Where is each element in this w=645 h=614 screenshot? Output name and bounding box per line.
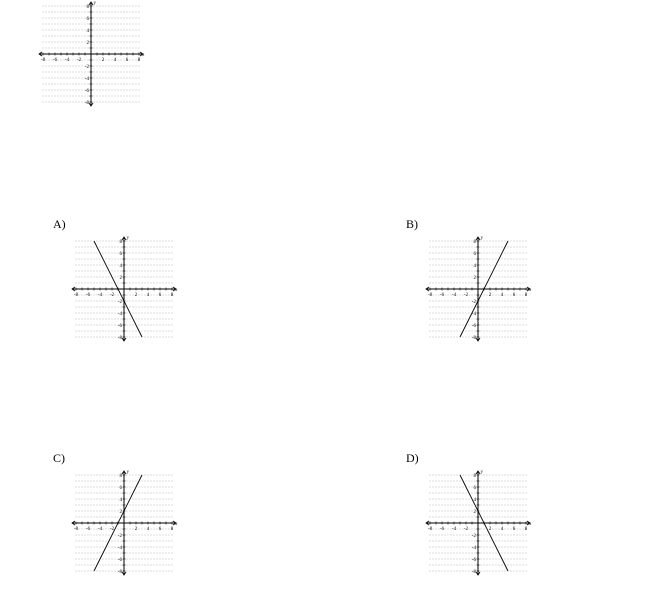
prompt-y-tick-label: 2 <box>86 40 89 46</box>
option-b-x-tick-label: 6 <box>512 293 516 298</box>
option-d-y-tick-label: -4 <box>471 545 476 551</box>
option-a-x-tick-label: -2 <box>109 293 115 298</box>
option-c-axes <box>72 471 176 575</box>
option-c-graph[interactable] <box>70 469 178 577</box>
option-c-y-tick-label: 8 <box>119 473 122 479</box>
option-b-y-tick-label: -6 <box>471 323 476 329</box>
option-d-y-tick-label: -2 <box>471 533 476 539</box>
option-c-x-tick-label: 6 <box>158 527 162 532</box>
option-d-graph[interactable] <box>424 469 532 577</box>
option-d-x-tick-label: -4 <box>451 527 457 532</box>
option-b-graph[interactable] <box>424 235 532 343</box>
option-c-y-tick-label: -4 <box>117 545 122 551</box>
option-a-y-axis-name: y <box>126 236 129 241</box>
prompt-axes <box>39 2 143 106</box>
option-d-axes <box>426 471 530 575</box>
option-b-y-tick-label: 8 <box>473 239 476 245</box>
option-d-y-tick-label: 8 <box>473 473 476 479</box>
option-d-x-tick-label: -6 <box>439 527 445 532</box>
option-c-x-tick-label: 8 <box>170 527 174 532</box>
option-c-tick-labels <box>74 470 178 575</box>
option-b-y-tick-label: 4 <box>473 263 476 269</box>
option-b-x-tick-label: -8 <box>427 293 433 298</box>
option-d-y-tick-label: -8 <box>471 569 476 575</box>
option-a-y-tick-label: 6 <box>119 251 122 257</box>
option-d-y-tick-label: 2 <box>473 509 476 515</box>
option-c-y-axis-name: y <box>126 470 129 475</box>
option-c-x-tick-label: -6 <box>85 527 91 532</box>
option-b-x-tick-label: -6 <box>439 293 445 298</box>
option-d-svg <box>424 469 532 577</box>
option-b-label[interactable]: B) <box>406 217 418 231</box>
option-b-y-tick-label: 6 <box>473 251 476 257</box>
option-b-x-tick-label: -2 <box>463 293 469 298</box>
prompt-x-tick-label: -6 <box>52 58 58 63</box>
option-a-y-tick-label: 8 <box>119 239 122 245</box>
option-b-tick-labels <box>428 236 532 341</box>
option-c-label[interactable]: C) <box>53 451 65 465</box>
option-a-y-tick-label: -8 <box>117 335 122 341</box>
option-d-y-tick-label: -6 <box>471 557 476 563</box>
option-b-svg <box>424 235 532 343</box>
prompt-x-tick-label: 6 <box>125 58 129 63</box>
option-c-x-axis-name: x <box>175 522 178 527</box>
option-d-y-axis-name: y <box>480 470 483 475</box>
option-b-x-tick-label: 8 <box>524 293 528 298</box>
option-d-tick-labels <box>428 470 532 575</box>
option-d-x-axis-name: x <box>529 522 532 527</box>
option-c-x-tick-label: -8 <box>73 527 79 532</box>
prompt-y-axis-name: y <box>93 1 96 6</box>
prompt-x-tick-label: 8 <box>137 58 141 63</box>
option-a-svg <box>70 235 178 343</box>
prompt-tick-labels <box>41 1 145 106</box>
option-d-y-tick-label: 4 <box>473 497 476 503</box>
option-b-axes <box>426 237 530 341</box>
option-a-x-tick-label: 2 <box>134 293 138 298</box>
option-b-y-tick-label: 2 <box>473 275 476 281</box>
option-c-y-tick-label: 6 <box>119 485 122 491</box>
option-d-x-tick-label: -8 <box>427 527 433 532</box>
prompt-svg <box>37 0 145 108</box>
option-b-x-axis-name: x <box>529 288 532 293</box>
option-a-axes <box>72 237 176 341</box>
option-b-y-tick-label: -4 <box>471 311 476 317</box>
option-a-y-tick-label: 2 <box>119 275 122 281</box>
option-a-y-tick-label: -6 <box>117 323 122 329</box>
option-b-x-tick-label: 4 <box>500 293 504 298</box>
prompt-y-tick-label: -6 <box>84 88 89 94</box>
option-a-y-tick-label: 4 <box>119 263 122 269</box>
prompt-x-tick-label: -4 <box>64 58 70 63</box>
option-d-y-tick-label: 6 <box>473 485 476 491</box>
option-a-x-tick-label: 8 <box>170 293 174 298</box>
option-c-y-tick-label: 4 <box>119 497 122 503</box>
prompt-x-tick-label: -2 <box>76 58 82 63</box>
option-b-y-tick-label: -8 <box>471 335 476 341</box>
prompt-y-tick-label: -8 <box>84 100 89 106</box>
option-a-label[interactable]: A) <box>53 217 66 231</box>
option-b-x-tick-label: 2 <box>488 293 492 298</box>
prompt-y-tick-label: -2 <box>84 64 89 70</box>
option-c-x-tick-label: -4 <box>97 527 103 532</box>
option-c-svg <box>70 469 178 577</box>
option-d-x-tick-label: 8 <box>524 527 528 532</box>
option-c-x-tick-label: -2 <box>109 527 115 532</box>
option-c-y-tick-label: -8 <box>117 569 122 575</box>
option-c-x-tick-label: 2 <box>134 527 138 532</box>
option-c-y-tick-label: -6 <box>117 557 122 563</box>
prompt-y-tick-label: -4 <box>84 76 89 82</box>
option-c-x-tick-label: 4 <box>146 527 150 532</box>
prompt-y-tick-label: 6 <box>86 16 89 22</box>
option-b-y-axis-name: y <box>480 236 483 241</box>
prompt-coordinate-grid <box>37 0 145 108</box>
prompt-x-tick-label: 4 <box>113 58 117 63</box>
option-d-x-tick-label: 4 <box>500 527 504 532</box>
option-a-x-axis-name: x <box>175 288 178 293</box>
option-a-x-tick-label: -4 <box>97 293 103 298</box>
option-b-y-tick-label: -2 <box>471 299 476 305</box>
option-d-label[interactable]: D) <box>406 451 419 465</box>
option-b-x-tick-label: -4 <box>451 293 457 298</box>
option-a-x-tick-label: 6 <box>158 293 162 298</box>
option-d-x-tick-label: 2 <box>488 527 492 532</box>
option-c-y-tick-label: -2 <box>117 533 122 539</box>
prompt-y-tick-label: 4 <box>86 28 89 34</box>
prompt-x-tick-label: 2 <box>101 58 105 63</box>
prompt-x-tick-label: -8 <box>40 58 46 63</box>
option-c-y-tick-label: 2 <box>119 509 122 515</box>
option-a-x-tick-label: -6 <box>85 293 91 298</box>
option-a-graph[interactable] <box>70 235 178 343</box>
option-d-x-tick-label: 6 <box>512 527 516 532</box>
prompt-x-axis-name: x <box>142 53 145 58</box>
prompt-y-tick-label: 8 <box>86 4 89 10</box>
option-a-tick-labels <box>74 236 178 341</box>
option-d-x-tick-label: -2 <box>463 527 469 532</box>
option-a-y-tick-label: -2 <box>117 299 122 305</box>
option-a-x-tick-label: 4 <box>146 293 150 298</box>
option-a-x-tick-label: -8 <box>73 293 79 298</box>
option-a-y-tick-label: -4 <box>117 311 122 317</box>
